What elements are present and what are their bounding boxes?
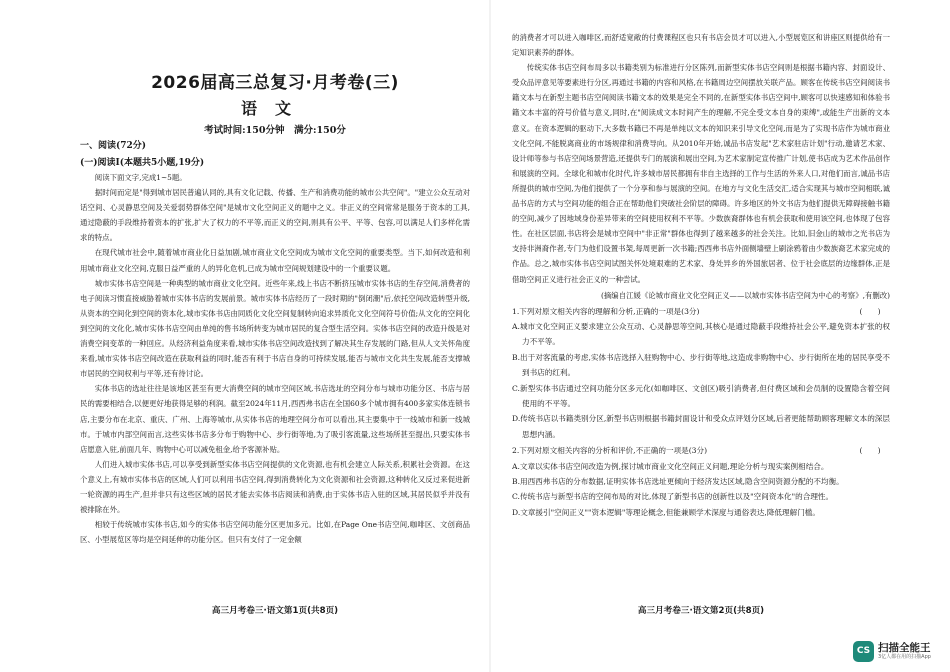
question-stem: 1.下列对原文相关内容的理解和分析,正确的一项是(3分) bbox=[512, 306, 700, 316]
option: A.城市文化空间正义要求建立公众互动、心灵静思等空间,其核心是通过隐蔽手段维持社会公平,避免资本扩张的权力不平等。 bbox=[512, 322, 890, 347]
camscanner-logo-icon: CS bbox=[853, 641, 874, 662]
option: B.用西西弗书店的分布数据,证明实体书店选址更倾向于经济发达区域,隐含空间资源分配的不均衡。 bbox=[512, 477, 844, 487]
option: D.传统书店以书籍类别分区,新型书店则根据书籍封面设计和受众点评划分区域,后者更能帮助顾客理解文本的深层思想内涵。 bbox=[512, 414, 890, 439]
option: D.文章援引"空间正义""资本逻辑"等理论概念,但能兼顾学术深度与通俗表达,降低理解门槛。 bbox=[512, 507, 820, 517]
paragraph: 在现代城市社会中,随着城市商业化日益加剧,城市商业文化空间成为城市文化空间的重要类型。当下,如何改造和利用城市商业文化空间,克服日益严重的人的异化危机,已成为城市空间规划建设中的一个重要议题。 bbox=[80, 248, 470, 273]
page-footer-right: 高三月考卷三·语文第2页(共8页) bbox=[637, 606, 765, 616]
answer-blank: ( ) bbox=[859, 306, 881, 316]
section-heading: 一、阅读(72分) bbox=[80, 141, 147, 151]
question-stem: 2.下列对原文相关内容的分析和评价,不正确的一项是(3分) bbox=[512, 446, 708, 456]
scanner-watermark bbox=[853, 636, 945, 666]
instruction: 阅读下面文字,完成1~5题。 bbox=[94, 173, 187, 182]
page-fold bbox=[489, 0, 491, 672]
question-1 bbox=[512, 304, 890, 319]
exam-title: 2026届高三总复习·月考卷(三) bbox=[151, 73, 399, 93]
option: C.新型实体书店通过空间功能分区多元化(如咖啡区、文创区)吸引消费者,但付费区域和会员制的设置隐含着空间使用的不平等。 bbox=[512, 383, 890, 409]
source-citation: (摘编自江媛《论城市商业文化空间正义——以城市实体书店空间为中心的考察》,有删改) bbox=[601, 290, 890, 300]
paragraph: 城市实体书店空间是一种典型的城市商业文化空间。近些年来,线上书店不断挤压城市实体书店的生存空间,消费者的电子阅读习惯直接威胁着城市实体书店的发展前景。城市实体书店经历了一段时期的"倒闭潮"后,依托空间改造转型升级,从资本的空间化到空间的资本化,城市实体书店由同质化文化空间复制转向追求异质化文化空间符号价值;从文化的空间化到空间的文化化,城市实体书店空间由单纯的售书场所转变为城市居民的复合型生活空间。实体书店空间的改造升级是对消费空间变革的一种回应。从经济利益角度来看,城市实体书店空间改造找到了解决其生存发展的门路,但从人文关怀角度来看,城市实体书店空间改造在获取利益的同时,能否有利于书店自身的可持续发展,能否与城市文化共生发展,能否支撑城市居民的空间权利与平等,还有待讨论。 bbox=[80, 278, 470, 379]
watermark-name: 扫描全能王 bbox=[878, 641, 931, 654]
subsection-heading: (一)阅读Ⅰ(本题共5小题,19分) bbox=[80, 158, 205, 168]
paragraph: 的消费者才可以进入咖啡区,而舒适宽敞的付费课程区也只有书店会员才可以进入,小型展览区和讲座区则提供给有一定知识素养的群体。 bbox=[512, 33, 890, 58]
paragraph: 人们进入城市实体书店,可以享受到新型实体书店空间提供的文化资源,也有机会建立人际关系,积累社会资源。在这个意义上,有城市实体书店的区域,人们可以利用书店空间,得到消费转化为文化资源和社会资源,这种转化又反过来促进新一轮资源的再生产,但并非只有这些区域的居民才能去实体书店阅读和消费,由于实体书店入驻的区域,其居民似乎并没有被排除在外。 bbox=[80, 459, 470, 515]
subject-title: 语文 bbox=[240, 99, 309, 118]
exam-info: 考试时间:150分钟 满分:150分 bbox=[204, 125, 346, 136]
right-page bbox=[512, 30, 890, 670]
watermark-tagline: 3亿人都在用的扫描App bbox=[878, 653, 931, 660]
option: B.出于对客流量的考虑,实体书店选择入驻购物中心、步行街等地,这造成非购物中心、步行街所在地的居民享受不到书店的红利。 bbox=[512, 352, 890, 378]
option: A.文章以实体书店空间改造为例,探讨城市商业文化空间正义问题,理论分析与现实案例相结合。 bbox=[512, 461, 829, 471]
page-footer-left: 高三月考卷三·语文第1页(共8页) bbox=[211, 606, 339, 616]
option: C.传统书店与新型书店的空间布局的对比,体现了新型书店的创新性以及"空间资本化"的合理性。 bbox=[512, 492, 834, 502]
paragraph: 实体书店的选址往往是该地区甚至有更大消费空间的城市空间区域,书店选址的空间分布与城市功能分区、书店与居民的需要相结合,以便更好地获得足够的利润。截至2024年11月,西西弗书店在全国60多个城市拥有400多家实体连锁书店,主要分布在北京、重庆、广州、上海等城市,从实体书店的地理空间分布可以看出,其主要集中于一线城市和新一线城市。于城市内部空间而言,这些实体书店多分布于购物中心、步行街等地,为了吸引客流量,这些场所甚至提出,只要实体书店愿意入驻,前面几年、购物中心可以减免租金,给予客源补贴。 bbox=[80, 384, 470, 454]
question-2 bbox=[512, 443, 890, 458]
paragraph: 传统实体书店空间布局多以书籍类别为标准进行分区陈列,而新型实体书店空间则是根据书籍内容、封面设计、受众品评意见等要素进行分区,再通过书籍的内容和风格,在书籍周边空间摆放关联产品。顾客在传统书店空间阅读书籍文本与在新型主题书店空间阅读书籍文本的效果是完全不同的,在新型实体书店空间中,顾客可以快速感知和体验书籍文本丰富的符号价值与意义,同时,在"阅读成文本时间产生的理解,不完全受文本自身的束缚",或能生产出新的文本意义。在资本逻辑的驱动下,大多数书籍已不再是单纯以文本的知识来引导文化空间,而是为了实现书店作为城市商业文化空间,不能脱离商业的市场规律和消费导向。从2010年开始,诚品书店发起"艺术家驻店计划"行动,邀请艺术家、设计师等参与书店空间场景营造,还提供专门的展演和展出空间,为艺术家制定宣传推广计划,使书店成为艺术作品创作和展演的空间。全球化和城市化时代,许多城市居民都拥有非自主选择的工作与生活的外来人口,对他们而言,诚品书店所提供的城市空间,为他们提供了一个分享和参与展演的空间。在地方与文化生活交汇,适合实现其与城市空间相联,诚品书店的方式与空间功能的组合正在帮助他们突破社会阶层的障碍。许多地区的外文书店为他们提供无障碍接触书籍的空间,减少了因地域身份差异带来的空间使用权利不平等。少数族裔群体也有机会获取和使用该空间,也体现了包容性。在社区层面,书店将会是城市空间中"非正常"群体也得到了越来越多的社会关注。比如,旧金山的城市之光书店为支持非洲裔作者,专门为他们设置书架,每周更新一次书籍;西西弗书店外面侧墙壁上刷涂鸦着由少数族裔艺术家完成的作品。总之,城市实体书店空间试图关怀处境艰难的艺术家、身处异乡的外国旅居者、位于社会底层的边缘群体,正是借助空间正义进行社会正义的一种尝试。 bbox=[512, 63, 890, 284]
answer-blank: ( ) bbox=[859, 446, 881, 456]
left-page bbox=[80, 0, 470, 640]
paragraph: 相较于传统城市实体书店,如今的实体书店空间功能分区更加多元。比如,在Page One书店空间,咖啡区、文创商品区、小型展览区等均是空间延伸的功能分区。但只有支付了一定金额 bbox=[80, 520, 470, 545]
paragraph: 据时间而定是"得到城市居民普遍认同的,具有文化记载、传播、生产和消费功能的城市公共空间"。"建立公众互动对话空间、心灵静思空间及关爱弱势群体空间"是城市文化空间正义的题中之义。非正义的空间常常是服务于资本的工具,通过隐蔽的手段维持着资本的扩张,扩大了权力的不平等,而正义的空间,则具有公平、平等、包容,可以满足人们多样化需求的特点。 bbox=[80, 188, 470, 243]
